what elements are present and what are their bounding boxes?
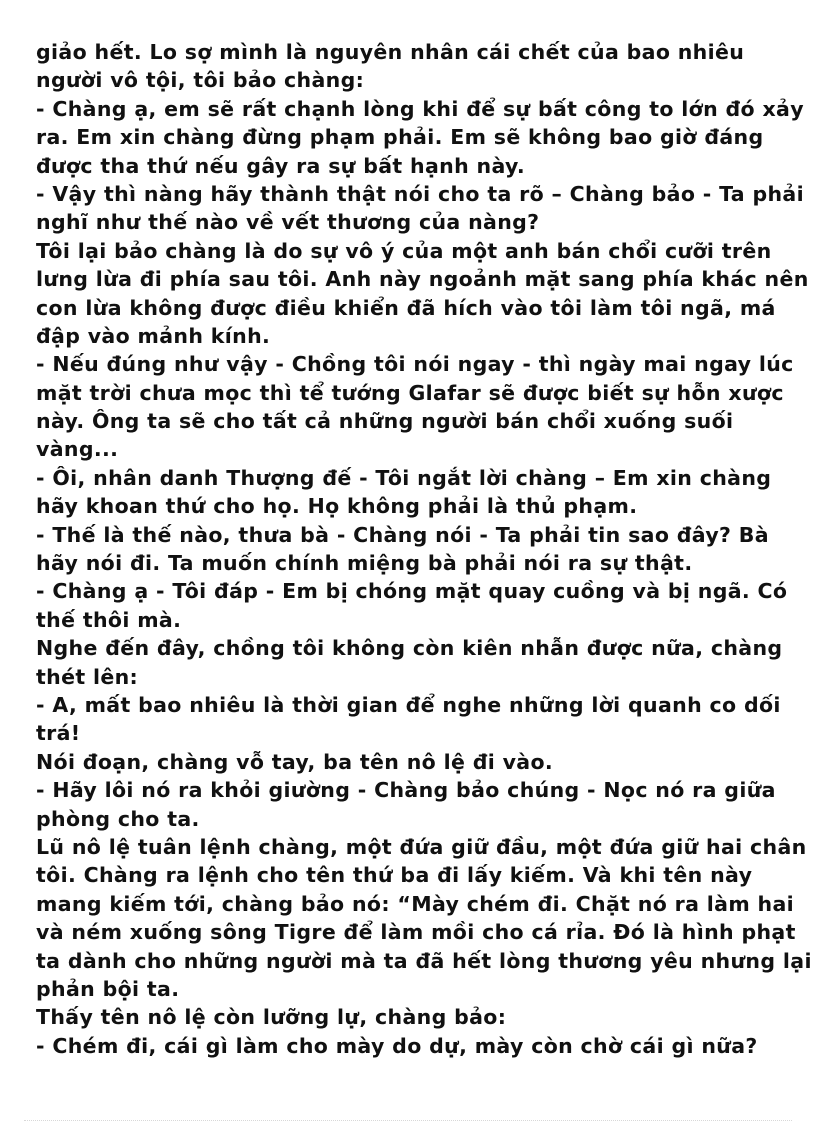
- text-line: trá!: [36, 721, 81, 746]
- text-line: người vô tội, tôi bảo chàng:: [36, 68, 365, 93]
- text-line: mặt trời chưa mọc thì tể tướng Glafar sẽ được biết sự hỗn xược: [36, 380, 784, 405]
- text-line: hãy khoan thứ cho họ. Họ không phải là thủ phạm.: [36, 494, 638, 519]
- text-line: - Vậy thì nàng hãy thành thật nói cho ta rõ – Chàng bảo - Ta phải: [36, 181, 804, 206]
- text-line: - Hãy lôi nó ra khỏi giường - Chàng bảo chúng - Nọc nó ra giữa: [36, 778, 776, 803]
- text-line: lưng lừa đi phía sau tôi. Anh này ngoảnh mặt sang phía khác nên: [36, 267, 809, 292]
- text-line: đập vào mảnh kính.: [36, 323, 271, 348]
- text-line: nghĩ như thế nào về vết thương của nàng?: [36, 210, 540, 235]
- text-line: và ném xuống sông Tigre để làm mồi cho cá rỉa. Đó là hình phạt: [36, 920, 796, 945]
- text-line: - Chàng ạ - Tôi đáp - Em bị chóng mặt quay cuồng và bị ngã. Có: [36, 579, 788, 604]
- text-line: - A, mất bao nhiêu là thời gian để nghe những lời quanh co dối: [36, 692, 781, 717]
- text-line: mang kiếm tới, chàng bảo nó: “Mày chém đi. Chặt nó ra làm hai: [36, 891, 795, 916]
- text-line: phòng cho ta.: [36, 806, 200, 831]
- text-line: - Nếu đúng như vậy - Chồng tôi nói ngay - thì ngày mai ngay lúc: [36, 352, 794, 377]
- text-line: thế thôi mà.: [36, 607, 182, 632]
- text-line: giảo hết. Lo sợ mình là nguyên nhân cái chết của bao nhiêu: [36, 40, 745, 64]
- text-line: này. Ông ta sẽ cho tất cả những người bán chổi xuống suối: [36, 409, 734, 434]
- text-line: thét lên:: [36, 664, 139, 689]
- text-line: Nghe đến đây, chồng tôi không còn kiên nhẫn được nữa, chàng: [36, 636, 783, 661]
- text-line: con lừa không được điều khiển đã hích vào tôi làm tôi ngã, má: [36, 295, 776, 320]
- text-line: hãy nói đi. Ta muốn chính miệng bà phải nói ra sự thật.: [36, 551, 693, 576]
- text-line: - Ôi, nhân danh Thượng đế - Tôi ngắt lời chàng – Em xin chàng: [36, 465, 772, 490]
- document-body: [36, 38, 812, 1060]
- text-line: Thấy tên nô lệ còn lưỡng lự, chàng bảo:: [36, 1005, 507, 1030]
- text-line: tôi. Chàng ra lệnh cho tên thứ ba đi lấy kiếm. Và khi tên này: [36, 863, 753, 888]
- text-line: - Thế là thế nào, thưa bà - Chàng nói - Ta phải tin sao đây? Bà: [36, 522, 769, 547]
- text-line: Tôi lại bảo chàng là do sự vô ý của một anh bán chổi cưỡi trên: [36, 238, 772, 263]
- text-line: vàng...: [36, 437, 119, 462]
- text-line: phản bội ta.: [36, 976, 180, 1001]
- page-bottom-divider: [24, 1120, 792, 1121]
- text-line: được tha thứ nếu gây ra sự bất hạnh này.: [36, 153, 526, 178]
- text-line: - Chàng ạ, em sẽ rất chạnh lòng khi để sự bất công to lớn đó xảy: [36, 96, 804, 121]
- text-line: Lũ nô lệ tuân lệnh chàng, một đứa giữ đầu, một đứa giữ hai chân: [36, 834, 807, 859]
- text-line: ta dành cho những người mà ta đã hết lòng thương yêu nhưng lại: [36, 948, 812, 973]
- text-line: - Chém đi, cái gì làm cho mày do dự, mày còn chờ cái gì nữa?: [36, 1033, 758, 1058]
- text-line: Nói đoạn, chàng vỗ tay, ba tên nô lệ đi vào.: [36, 749, 554, 774]
- text-line: ra. Em xin chàng đừng phạm phải. Em sẽ không bao giờ đáng: [36, 125, 764, 150]
